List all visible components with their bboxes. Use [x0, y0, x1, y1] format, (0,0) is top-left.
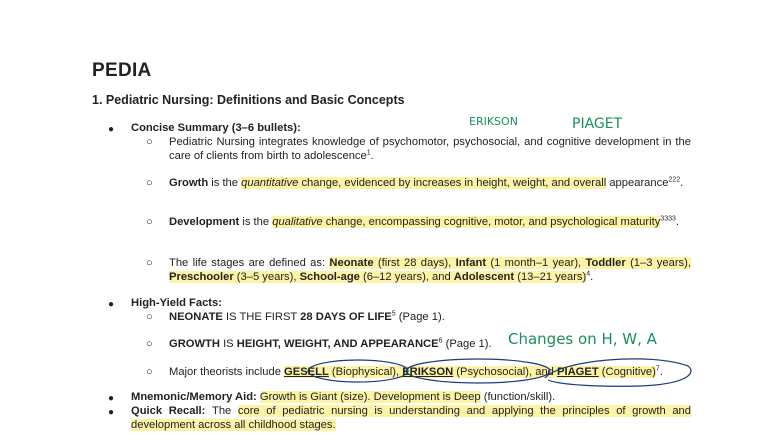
bullet-dot: ●: [108, 407, 115, 418]
bullet-dot: ●: [108, 124, 115, 135]
section-heading: 1. Pediatric Nursing: Definitions and Basic Concepts: [92, 93, 405, 107]
summary-point-4: The life stages are defined as: Neonate (first 28 days), Infant (1 month–1 year), Toddler (1–3 years), Preschooler (3–5 years), School-age (6–12 years), and Adolescent (13–21 years)$^4$.: [169, 257, 691, 283]
handwritten-note-erikson: ERIKSON: [469, 115, 518, 128]
ink-loop-piaget: [545, 359, 691, 386]
sub-bullet: ○: [146, 216, 153, 228]
ink-circle-gesell: [308, 360, 408, 382]
sub-bullet: ○: [146, 338, 153, 350]
summary-point-2: Growth is the quantitative change, evidenced by increases in height, weight, and overall appearance$^{222}$.: [169, 176, 684, 189]
mnemonic-line: Mnemonic/Memory Aid: Growth is Giant (size). Development is Deep (function/skill).: [131, 391, 556, 403]
handwritten-note-changes: Changes on H, W, A: [508, 330, 657, 348]
fact-3: Major theorists include GESELL (Biophysical), ERIKSON (Psychosocial), and PIAGET (Cognitive)$^7$.: [169, 365, 663, 378]
sub-bullet: ○: [146, 311, 153, 323]
summary-point-3: Development is the qualitative change, encompassing cognitive, motor, and psychological maturity$^{3333}$.: [169, 215, 679, 228]
fact-2: GROWTH IS HEIGHT, WEIGHT, AND APPEARANCE$^6$ (Page 1).: [169, 337, 492, 350]
quick-recall: Quick Recall: The core of pediatric nursing is understanding and applying the principles of growth and development across all childhood stages.: [131, 405, 691, 431]
fact-1: NEONATE IS THE FIRST 28 DAYS OF LIFE$^5$ (Page 1).: [169, 310, 445, 323]
facts-heading: High-Yield Facts:: [131, 297, 222, 309]
sub-bullet: ○: [146, 366, 153, 378]
sub-bullet: ○: [146, 136, 153, 148]
bullet-dot: ●: [108, 393, 115, 404]
handwritten-note-piaget: PIAGET: [572, 116, 623, 132]
page-title: PEDIA: [92, 60, 152, 81]
summary-heading: Concise Summary (3–6 bullets):: [131, 122, 301, 134]
bullet-dot: ●: [108, 299, 115, 310]
sub-bullet: ○: [146, 177, 153, 189]
ink-circle-erikson: [406, 359, 550, 383]
summary-point-1: Pediatric Nursing integrates knowledge of psychomotor, psychosocial, and cognitive development in the care of clients from birth to adolescence$^1$.: [169, 136, 691, 162]
sub-bullet: ○: [146, 257, 153, 269]
